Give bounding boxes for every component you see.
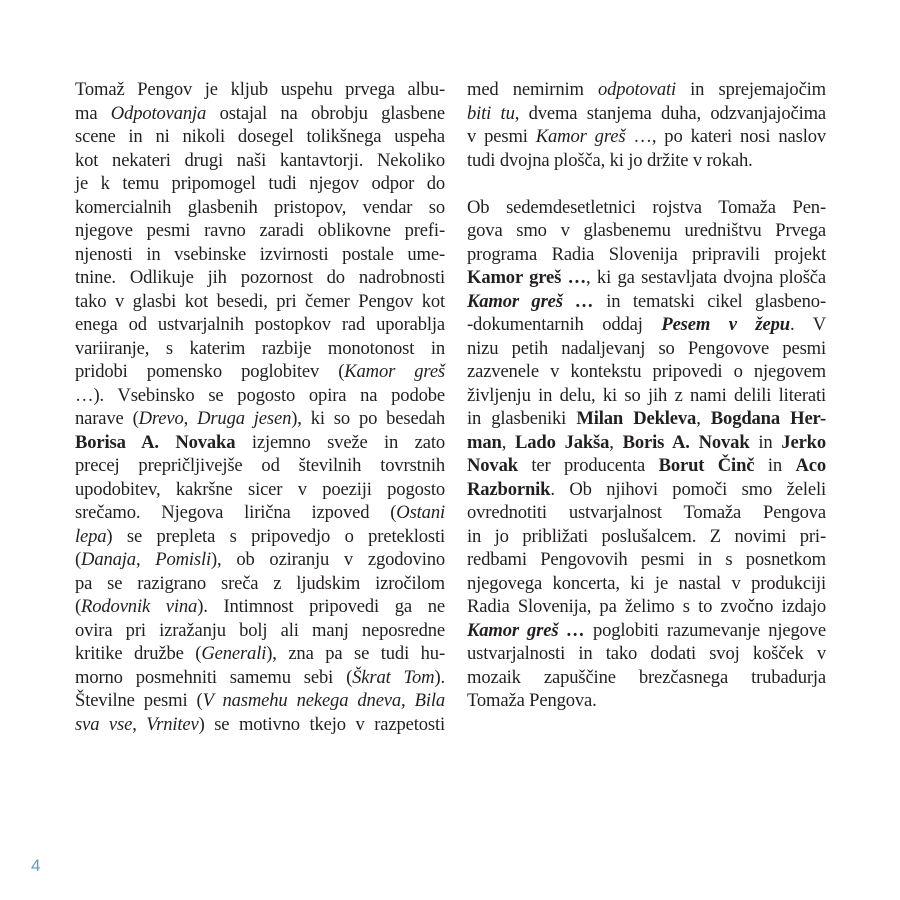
text-segment: v pesmi [467,126,536,147]
text-line [467,548,826,572]
text-segment: ) se prepleta s pripovedjo o preteklosti [106,525,445,547]
emphasized-text: Odpotovanja [110,102,207,124]
text-segment: scene in ni nikoli dosegel tolikšnega uspeha [75,126,445,147]
text-segment: , [401,690,415,711]
text-line [467,266,826,290]
text-line [467,431,826,455]
text-line [75,266,445,290]
text-segment: njegove pesmi ravno zaradi oblikovne prefi- [75,220,445,241]
emphasized-text: Razbornik [467,478,551,500]
text-segment: ) se motivno tkejo v razpetosti [198,713,445,735]
text-segment: pridobi pomensko poglobitev ( [75,361,345,382]
text-segment: ter producenta [517,455,659,476]
emphasized-text: Vrnitev [146,713,199,735]
text-line [467,125,826,149]
text-segment: Tomaž Pengov je kljub uspehu prvega albu- [75,79,445,100]
text-segment: ma [75,102,111,124]
text-line [467,642,826,666]
text-segment: , [183,408,198,429]
text-line [467,78,826,102]
text-column-right [467,78,826,713]
emphasized-text: Bogdana Her- [710,408,826,429]
text-line [467,595,826,619]
emphasized-text: Jerko [781,431,827,453]
text-line [75,478,445,502]
paragraph [467,196,826,713]
text-line [467,313,826,337]
emphasized-text: sva vse [75,713,133,735]
emphasized-text: Bila [414,690,445,711]
text-segment: njegovega koncerta, ki je nastal v produkciji [467,572,826,594]
text-line [467,689,826,713]
emphasized-text: Generali [201,643,267,664]
text-line [75,172,445,196]
text-segment: ), zna pa se tudi hu- [266,643,445,664]
text-line [467,102,826,126]
text-column-left [75,78,445,736]
emphasized-text: Pomisli [155,549,212,570]
text-segment: …, po kateri nosi naslov [625,126,827,147]
text-segment: ustvarjalnosti in tako dodati svoj košček v [467,643,826,664]
text-segment: . Ob njihovi pomoči smo želeli [550,478,826,500]
page-number: 4 [31,856,41,875]
text-segment: in [754,455,796,476]
text-line [467,290,826,314]
text-line [467,407,826,431]
text-segment: , dvema stanjema duha, odzvanjajočima [514,102,826,124]
text-line [75,595,445,619]
text-line [467,384,826,408]
text-line [467,572,826,596]
text-line [467,243,826,267]
text-line [75,431,445,455]
text-segment: komercialnih glasbenih pristopov, vendar so [75,196,445,218]
text-segment: ). [434,666,445,688]
text-line [75,525,445,549]
text-line [75,219,445,243]
text-line [467,501,826,525]
text-segment: enega od ustvarjalnih postopkov rad uporablja [75,314,445,335]
emphasized-text: Lado Jakša [515,431,610,453]
text-segment: …). Vsebinsko se pogosto opira na podobe [75,384,445,406]
text-segment: ), ki so po besedah [291,408,445,429]
text-segment: med nemirnim [467,79,598,100]
text-line [467,478,826,502]
text-line [75,384,445,408]
emphasized-text: Novak [467,455,518,476]
text-line [467,149,826,173]
emphasized-text: Kamor greš … [467,267,587,288]
text-segment: ovrednotiti ustvarjalnost Tomaža Pengova [467,502,826,523]
emphasized-text: Drevo [138,408,184,429]
emphasized-text: Rodovnik vina [81,596,198,617]
text-segment: tnine. Odlikuje jih pozornost do nadrobnosti [75,267,445,288]
text-segment: . V [789,314,826,335]
text-line [467,666,826,690]
text-line [75,196,445,220]
emphasized-text: Druga jesen [197,408,292,429]
text-segment: precej prepričljivejše od številnih tovrstnih [75,455,445,476]
text-segment: redbami Pengovovih pesmi in s posnetkom [467,549,826,570]
text-segment: izjemno sveže in zato [235,431,445,453]
text-segment: , [135,549,156,570]
text-segment: je k temu pripomogel tudi njegov odpor do [75,173,445,194]
text-line [75,290,445,314]
text-line [75,572,445,596]
text-segment: Ob sedemdesetletnici rojstva Tomaža Pen- [467,196,826,218]
text-line [467,525,826,549]
text-segment: in [749,431,782,453]
text-segment: nizu petih nadaljevanj so Pengovove pesmi [467,337,826,359]
text-segment: ostajal na obrobju glasbene [206,102,445,124]
text-line [75,501,445,525]
text-segment: , ki ga sestavljata dvojna plošča [586,267,826,288]
text-line [467,219,826,243]
emphasized-text: Borisa A. Novaka [75,431,236,453]
text-segment: gova smo v glasbenemu uredništvu Prvega [467,220,826,241]
emphasized-text: Aco [795,455,826,476]
emphasized-text: Pesem v žepu [661,314,790,335]
emphasized-text: Škrat Tom [352,666,435,688]
emphasized-text: Kamor greš [535,126,626,147]
text-line [467,619,826,643]
emphasized-text: man [467,431,502,453]
text-segment: zazvenele v kontekstu pripovedi o njegovem [467,361,826,382]
text-line [75,666,445,690]
text-segment: kritike družbe ( [75,643,202,664]
emphasized-text: V nasmehu nekega dneva [202,690,402,711]
text-line [467,360,826,384]
text-line [467,196,826,220]
text-segment: tako v glasbi kot besedi, pri čemer Pengov kot [75,290,445,312]
emphasized-text: Kamor greš [344,361,446,382]
text-line [75,125,445,149]
text-line [75,243,445,267]
emphasized-text: odpotovati [597,79,677,100]
text-segment: in jo približati poslušalcem. Z novimi pri- [467,525,826,547]
text-segment: , [501,431,516,453]
text-segment: mozaik zapuščine brezčasnega trubadurja [467,666,826,688]
text-segment: njenosti in vsebinske izvirnosti postale ume- [75,243,445,265]
text-segment: in tematski cikel glasbeno- [593,290,826,312]
text-line [75,713,445,737]
text-segment: , [609,431,623,453]
text-line [75,360,445,384]
emphasized-text: Milan Dekleva [576,408,697,429]
text-line [75,642,445,666]
text-segment: -dokumentarnih oddaj [467,314,662,335]
text-segment: poglobiti razumevanje njegove [584,619,826,641]
text-segment: srečamo. Njegova lirična izpoved ( [75,502,397,523]
text-segment: življenju in delu, ki so jih z nami delili literati [467,384,826,406]
text-segment: , [132,713,147,735]
text-line [75,313,445,337]
paragraph [75,78,445,736]
text-line [467,337,826,361]
text-segment: ( [75,549,82,570]
text-segment: morno posmehniti samemu sebi ( [75,666,353,688]
text-segment: in sprejemajočim [676,79,826,100]
text-line [75,689,445,713]
text-line [75,78,445,102]
emphasized-text: lepa [75,525,107,547]
emphasized-text: Kamor greš … [467,619,585,641]
text-segment: ( [75,596,82,617]
text-segment: ). Intimnost pripovedi ga ne [197,596,445,617]
emphasized-text: biti tu [467,102,515,124]
text-line [75,337,445,361]
text-segment: variiranje, s katerim razbije monotonost in [75,337,445,359]
emphasized-text: Danaja [81,549,136,570]
emphasized-text: Borut Činč [658,455,755,476]
text-line [75,407,445,431]
text-segment: Številne pesmi ( [75,690,203,711]
text-line [75,149,445,173]
text-segment: ), ob oziranju v zgodovino [211,549,446,570]
text-line [75,454,445,478]
text-segment: Radia Slovenija, pa želimo s to zvočno izdajo [467,596,826,617]
text-segment: upodobitev, kakršne sicer v poeziji pogosto [75,478,445,500]
text-segment: , [696,408,711,429]
text-segment: pa se razigrano sreča z ljudskim izročilom [75,572,445,594]
text-segment: kot nekateri drugi naši kantavtorji. Nekoliko [75,149,445,171]
text-segment: Tomaža Pengova. [467,690,597,711]
emphasized-text: Ostani [396,502,445,523]
emphasized-text: Kamor greš … [467,290,594,312]
text-segment: narave ( [75,408,139,429]
text-segment: in glasbeniki [467,408,577,429]
text-segment: tudi dvojna plošča, ki jo držite v rokah. [467,149,753,171]
text-line [75,102,445,126]
text-line [75,548,445,572]
paragraph [467,78,826,172]
text-segment: programa Radia Slovenija pripravili projekt [467,243,826,265]
emphasized-text: Boris A. Novak [622,431,750,453]
text-segment: ovira pri izražanju bolj ali manj neposredne [75,619,445,641]
text-line [467,454,826,478]
text-line [75,619,445,643]
